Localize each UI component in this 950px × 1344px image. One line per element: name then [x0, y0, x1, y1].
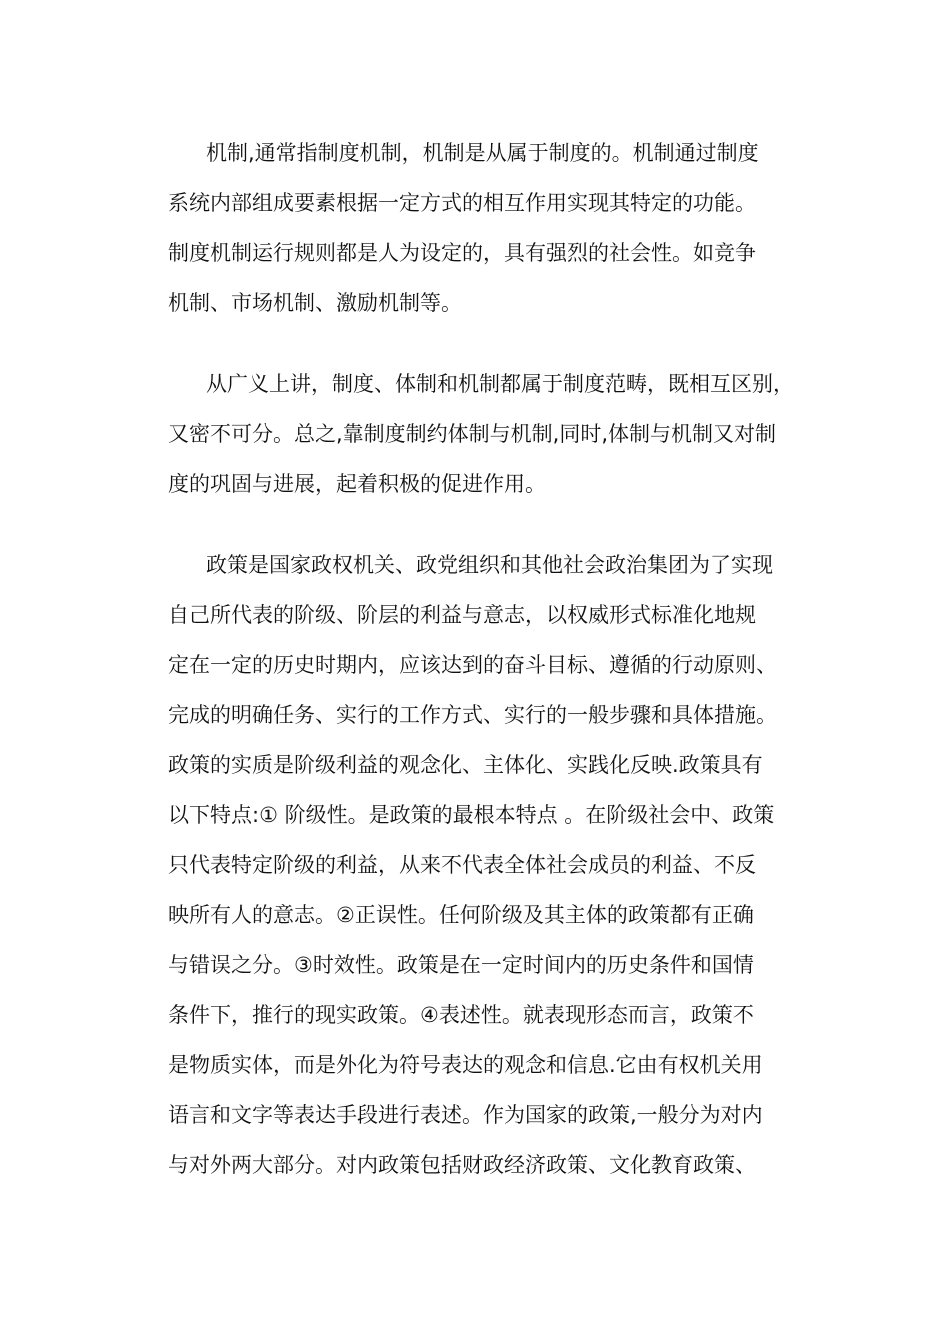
text-line: 语言和文字等表达手段进行表述。作为国家的政策,一般分为对内 — [168, 1103, 763, 1127]
text-line: 机制、市场机制、激励机制等。 — [168, 291, 462, 315]
text-line: 系统内部组成要素根据一定方式的相互作用实现其特定的功能。 — [168, 191, 756, 215]
paragraph-policy — [168, 540, 788, 1190]
text-line: 只代表特定阶级的利益，从来不代表全体社会成员的利益、不反 — [168, 853, 756, 877]
text-line: 从广义上讲，制度、体制和机制都属于制度范畴，既相互区别， — [206, 372, 794, 396]
text-line: 度的巩固与进展，起着积极的促进作用。 — [168, 472, 546, 496]
paragraph-mechanism — [168, 128, 788, 328]
text-line: 与对外两大部分。对内政策包括财政经济政策、文化教育政策、 — [168, 1153, 756, 1177]
text-line: 映所有人的意志。②正误性。任何阶级及其主体的政策都有正确 — [168, 903, 754, 927]
text-line: 政策是国家政权机关、政党组织和其他社会政治集团为了实现 — [206, 553, 773, 577]
text-line: 完成的明确任务、实行的工作方式、实行的一般步骤和具体措施。 — [168, 703, 777, 727]
text-line: 自己所代表的阶级、阶层的利益与意志，以权威形式标准化地规 — [168, 603, 756, 627]
text-line: 政策的实质是阶级利益的观念化、主体化、实践化反映.政策具有 — [168, 753, 763, 777]
text-line: 条件下，推行的现实政策。④表述性。就表现形态而言，政策不 — [168, 1003, 754, 1027]
text-line: 是物质实体，而是外化为符号表达的观念和信息.它由有权机关用 — [168, 1053, 763, 1077]
text-line: 定在一定的历史时期内，应该达到的奋斗目标、遵循的行动原则、 — [168, 653, 777, 677]
text-line: 又密不可分。总之,靠制度制约体制与机制,同时,体制与机制又对制 — [168, 422, 777, 446]
text-line: 机制,通常指制度机制，机制是从属于制度的。机制通过制度 — [206, 141, 759, 165]
text-line: 以下特点:① 阶级性。是政策的最根本特点 。在阶级社会中、政策 — [168, 803, 775, 827]
text-line: 制度机制运行规则都是人为设定的，具有强烈的社会性。如竞争 — [168, 241, 756, 265]
text-line: 与错误之分。③时效性。政策是在一定时间内的历史条件和国情 — [168, 953, 754, 977]
paragraph-system-relations — [168, 359, 794, 509]
